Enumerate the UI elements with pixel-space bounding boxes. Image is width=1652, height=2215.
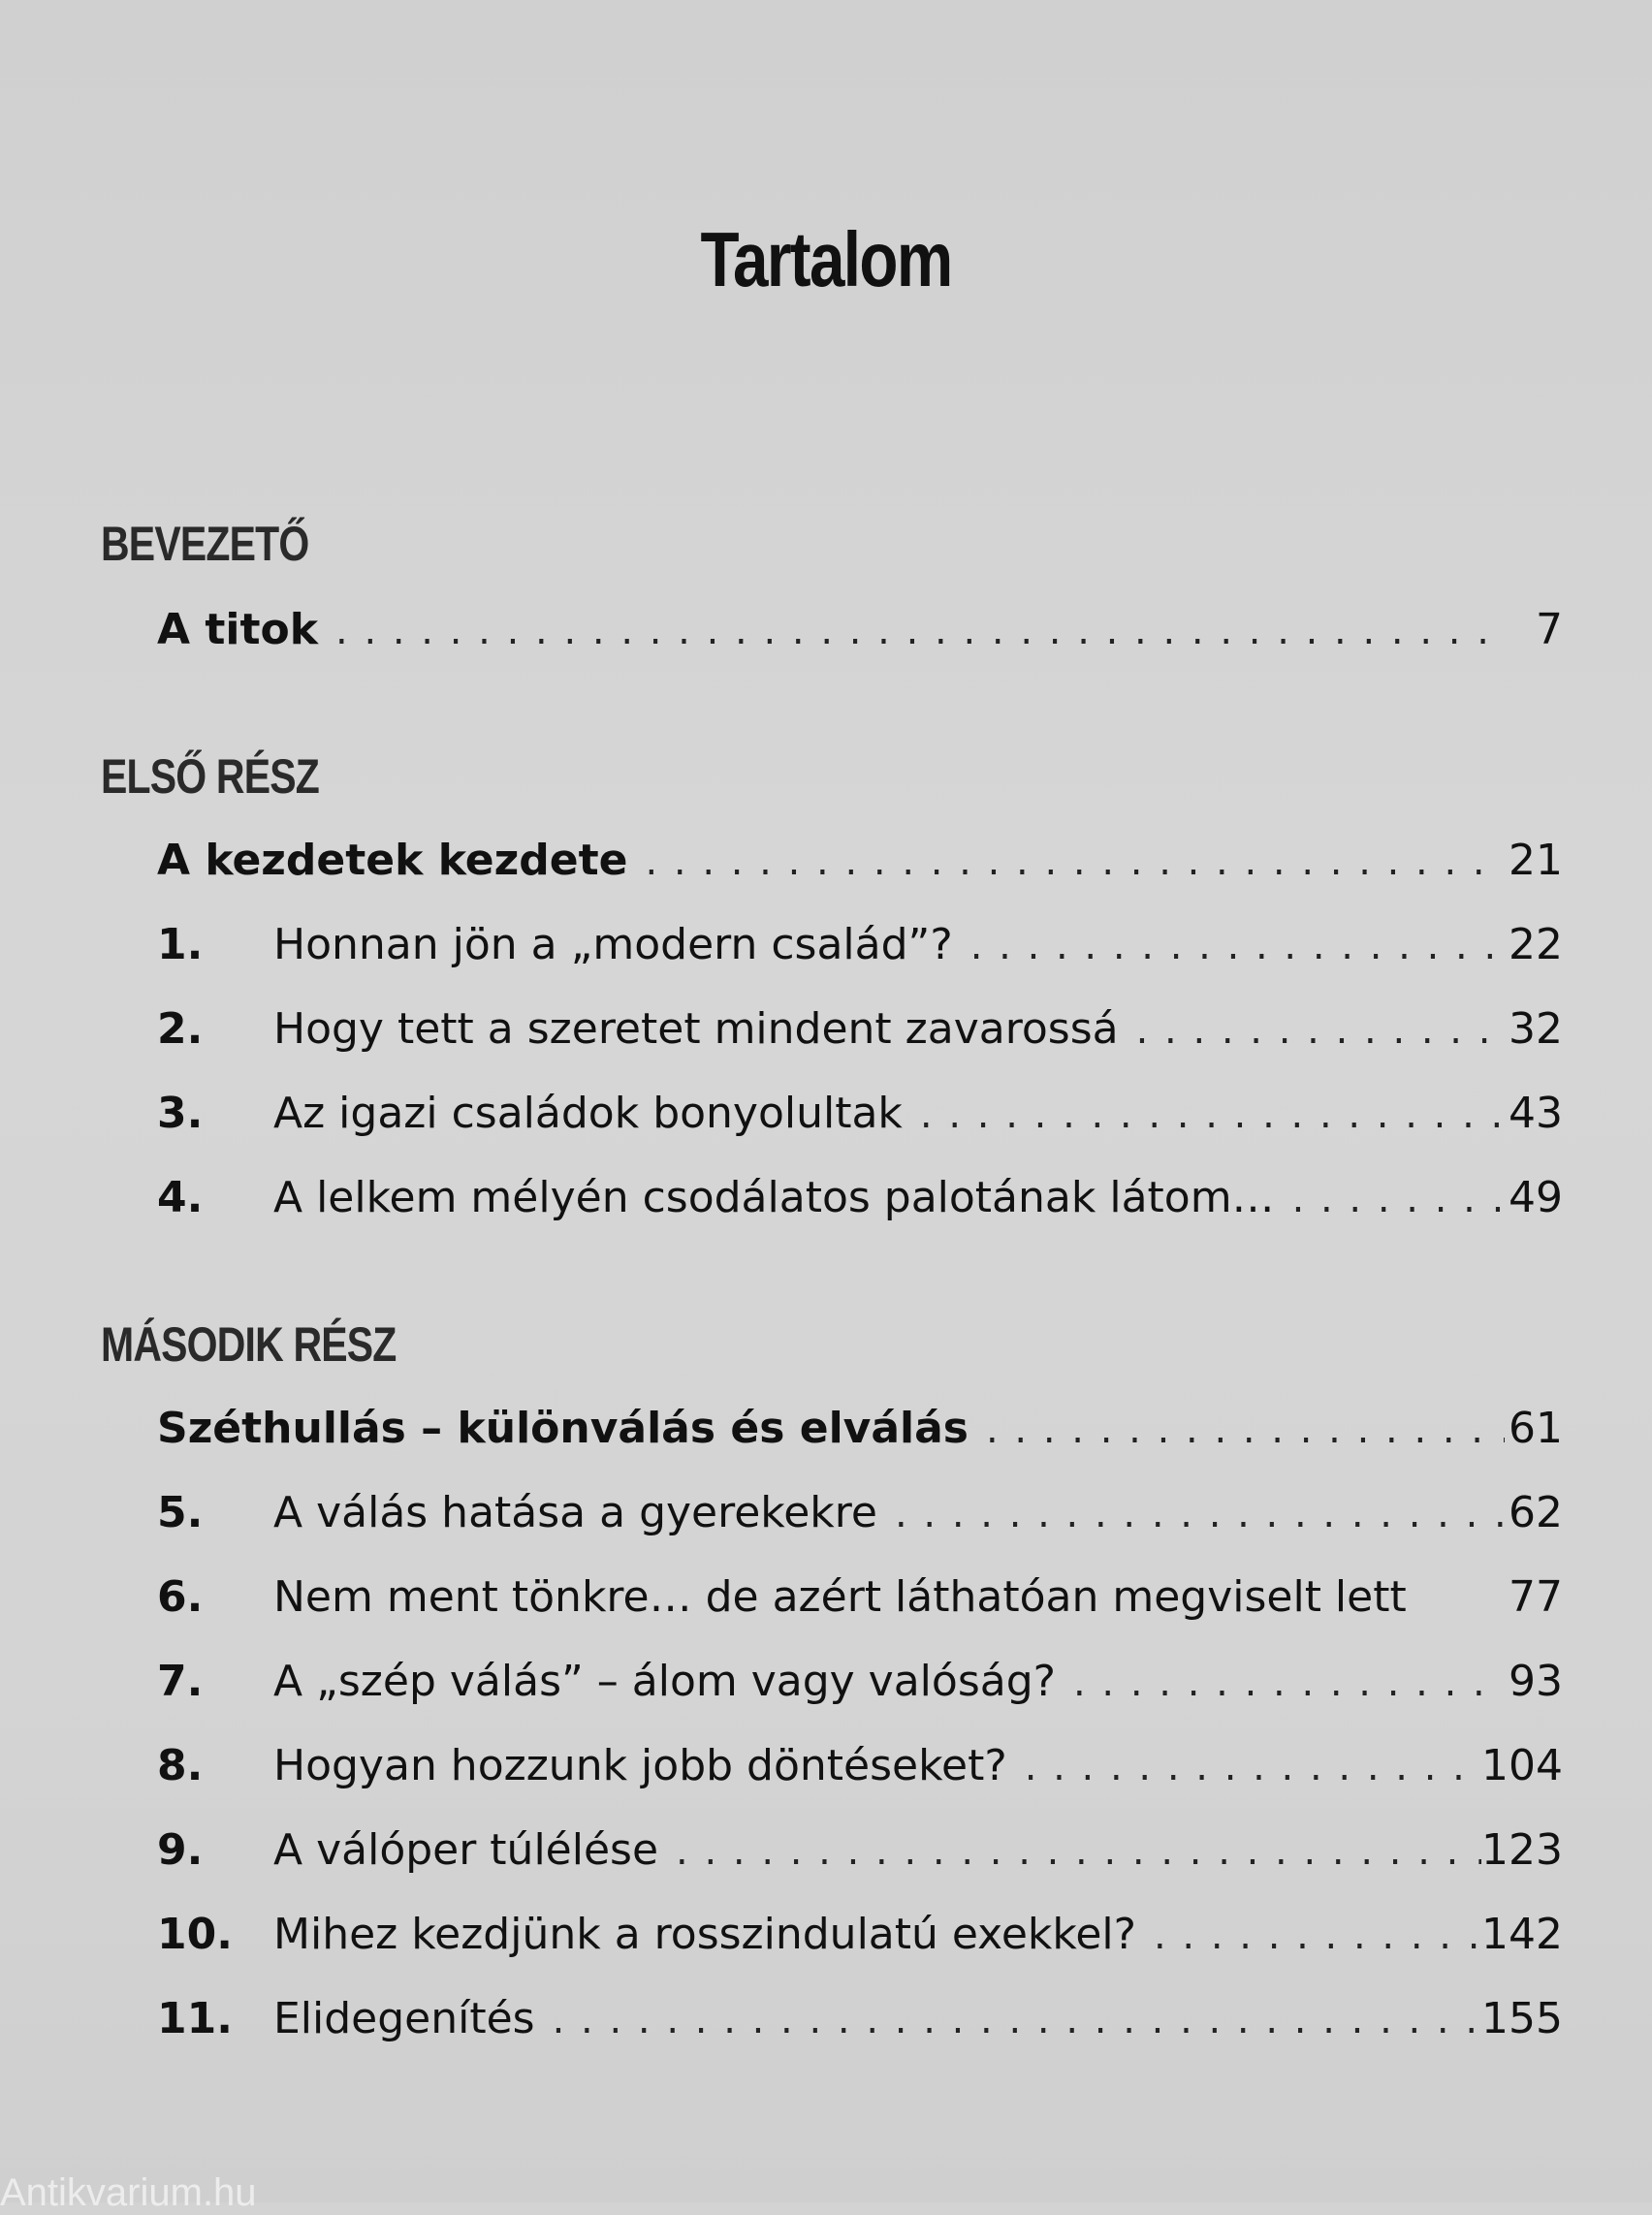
- toc-entry-page: 155: [1481, 1994, 1563, 2043]
- toc-entry-number: 4.: [157, 1173, 204, 1222]
- toc-entry-page: 49: [1509, 1173, 1563, 1222]
- leader-dots: [553, 1985, 1481, 2055]
- toc-entry-label: Hogy tett a szeretet mindent zavarossá: [273, 1004, 1119, 1054]
- section-heading-bevezeto: BEVEZETŐ: [101, 517, 309, 571]
- toc-entry-number: 5.: [157, 1488, 204, 1537]
- toc-entry-number: 2.: [157, 1004, 204, 1054]
- leader-dots: [1292, 1164, 1505, 1234]
- toc-entry: [157, 1900, 1563, 1970]
- toc-entry: [157, 826, 1563, 896]
- toc-entry: [157, 1163, 1563, 1233]
- section-heading-elso-resz: ELSŐ RÉSZ: [101, 749, 319, 804]
- toc-entry-number: 9.: [157, 1825, 204, 1875]
- toc-entry-label: Elidegenítés: [273, 1994, 535, 2043]
- toc-entry: [157, 1563, 1563, 1632]
- toc-entry: [157, 1731, 1563, 1801]
- toc-entry-page: 22: [1509, 920, 1563, 969]
- toc-entry-page: 93: [1509, 1657, 1563, 1706]
- toc-entry-page: 104: [1481, 1741, 1563, 1790]
- leader-dots: [920, 1080, 1505, 1150]
- toc-entry-label: A lelkem mélyén csodálatos palotának látom…: [273, 1173, 1275, 1222]
- toc-entry-number: 8.: [157, 1741, 204, 1790]
- toc-entry-label: A kezdetek kezdete: [157, 836, 628, 885]
- toc-entry-label: A titok: [157, 605, 319, 654]
- section-heading-masodik-resz: MÁSODIK RÉSZ: [101, 1317, 397, 1372]
- watermark-text: Antikvarium.hu: [0, 2171, 257, 2214]
- leader-dots: [895, 1479, 1505, 1549]
- toc-entry-number: 1.: [157, 920, 204, 969]
- toc-entry-number: 11.: [157, 1994, 233, 2043]
- leader-dots: [986, 1395, 1505, 1465]
- toc-entry-label: Honnan jön a „modern család”?: [273, 920, 953, 969]
- toc-entry-label: Hogyan hozzunk jobb döntéseket?: [273, 1741, 1007, 1790]
- toc-entry-label: Az igazi családok bonyolultak: [273, 1089, 903, 1138]
- toc-entry-page: 77: [1509, 1572, 1563, 1622]
- toc-entry-page: 62: [1509, 1488, 1563, 1537]
- toc-entry: [157, 1816, 1563, 1885]
- toc-entry-label: Széthullás – különválás és elválás: [157, 1404, 969, 1453]
- toc-entry-page: 142: [1481, 1910, 1563, 1959]
- toc-entry-page: 43: [1509, 1089, 1563, 1138]
- toc-entry-number: 7.: [157, 1657, 204, 1706]
- toc-entry-page: 21: [1509, 836, 1563, 885]
- toc-entry: [157, 1394, 1563, 1464]
- leader-dots: [1073, 1648, 1505, 1718]
- toc-entry: [157, 1079, 1563, 1149]
- leader-dots: [676, 1817, 1481, 1886]
- toc-entry-label: A válás hatása a gyerekekre: [273, 1488, 877, 1537]
- toc-entry: [157, 595, 1563, 665]
- leader-dots: [970, 911, 1505, 981]
- leader-dots: [335, 596, 1505, 666]
- toc-entry: [157, 1478, 1563, 1548]
- toc-entry: [157, 1984, 1563, 2054]
- toc-entry-label: Mihez kezdjünk a rosszindulatú exekkel?: [273, 1910, 1136, 1959]
- toc-entry-page: 32: [1509, 1004, 1563, 1054]
- toc-entry-number: 3.: [157, 1089, 204, 1138]
- toc-entry-label: Nem ment tönkre… de azért láthatóan megviselt lett: [273, 1572, 1407, 1622]
- toc-entry-number: 10.: [157, 1910, 233, 1959]
- toc-entry: [157, 910, 1563, 980]
- toc-entry-page: 123: [1481, 1825, 1563, 1875]
- toc-entry-page: 7: [1536, 605, 1563, 654]
- leader-dots: [1136, 996, 1505, 1065]
- toc-entry: [157, 1647, 1563, 1717]
- leader-dots: [645, 827, 1505, 897]
- toc-entry-label: A válóper túlélése: [273, 1825, 659, 1875]
- toc-entry: [157, 995, 1563, 1064]
- leader-dots: [1025, 1732, 1481, 1802]
- page-title: Tartalom: [700, 216, 952, 302]
- toc-entry-label: A „szép válás” – álom vagy valóság?: [273, 1657, 1056, 1706]
- toc-entry-page: 61: [1509, 1404, 1563, 1453]
- leader-dots: [1154, 1901, 1481, 1971]
- toc-entry-number: 6.: [157, 1572, 204, 1622]
